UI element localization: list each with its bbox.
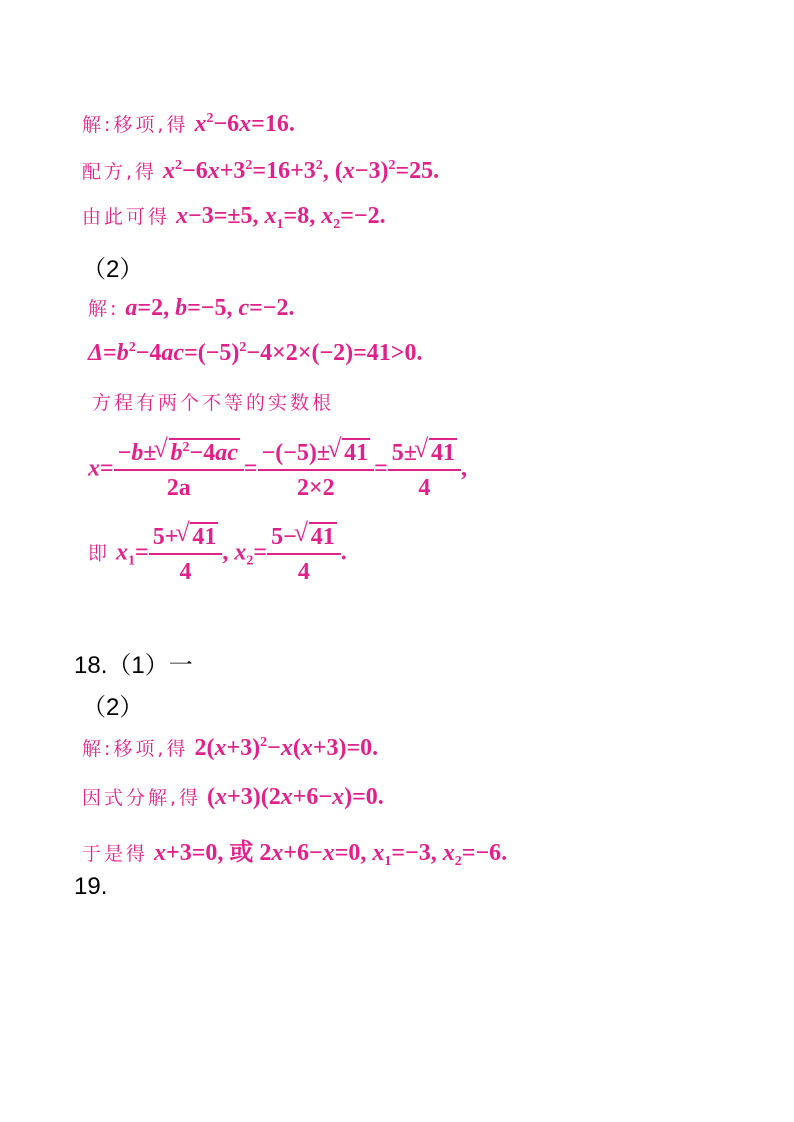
p1-line2	[82, 157, 439, 185]
p3-line3	[82, 832, 507, 867]
p3-line3-eq: x+3=0, 或 2x+6−x=0, $x_1=-3$, $x_2=-6$.	[154, 840, 508, 869]
roots-line: 即 $x_1=$ $\frac{5+√ 41}{4}$ , $x_2=$ $\frac{5-√ 41}{4}$ .	[88, 522, 347, 586]
fraction-2	[258, 438, 375, 502]
part2-label: （2）	[82, 256, 144, 283]
p2-line3	[92, 388, 334, 416]
p1-line3-eq: x−3=±5, $x_1=8$, $x_2=-2$.	[176, 203, 386, 232]
p2-line3-text: 方程有两个不等的实数根	[92, 392, 335, 414]
p2-line2-eq: $\Delta=b^2-4ac=(-5)^2-4\times 2\times(-2)=41>0$.	[88, 340, 423, 366]
p3-line1-eq: $2(x+3)^2-x(x+3)=0$.	[194, 735, 379, 761]
question-18-part2-label: （2）	[82, 694, 144, 721]
p2-line2	[88, 340, 422, 367]
fraction-3	[388, 438, 461, 502]
p1-line3	[82, 202, 386, 230]
fraction-2-numerator: −(−5)±√ 41	[258, 438, 375, 471]
p2-line1	[88, 294, 294, 322]
root-1-denominator: 4	[179, 559, 192, 585]
p3-line2-lead: 因式分解,得	[82, 787, 202, 809]
fraction-1-numerator: −b±√ $b^2-4ac$	[114, 438, 244, 471]
question-18-label: 18.（1）一	[74, 652, 193, 679]
root-2-numerator: 5−√ 41	[267, 522, 341, 555]
root-2-denominator: 4	[297, 559, 310, 585]
fraction-3-numerator: 5±√ 41	[388, 438, 461, 471]
root-1-fraction	[149, 522, 223, 586]
fraction-3-denominator: 4	[418, 475, 431, 501]
p1-line1-eq: $x^2-6x=16$.	[194, 111, 295, 137]
p2-line1-lead: 解:	[88, 298, 120, 320]
p1-line2-lead: 配方,得	[82, 161, 158, 183]
p3-line2-eq: (x+3)(2x+6−x)=0.	[207, 784, 384, 810]
p1-line2-eq: $x^2-6x+3^2=16+3^2$, $(x-3)^2=25$.	[163, 158, 440, 184]
root-1-numerator: 5+√ 41	[149, 522, 223, 555]
p3-line3-lead: 于是得	[82, 843, 149, 865]
fraction-2-denominator: 2×2	[296, 475, 335, 501]
p2-line1-eq: a=2, b=−5, c=−2.	[125, 295, 295, 321]
p3-line1-lead: 解:移项,得	[82, 738, 189, 760]
p3-line2	[82, 783, 384, 811]
question-19-label: 19.	[74, 873, 108, 900]
roots-lead: 即	[88, 542, 111, 565]
quadratic-formula: x= $\frac{-b\pm√ b^2-4ac}{2a}$ = $\frac{-(-5)\pm√ 41}{2\times 2}$ = $\frac{5\pm√ 41}{4}$ ,	[88, 438, 467, 502]
p1-line1	[82, 110, 295, 138]
fraction-1	[114, 438, 244, 502]
p3-line1	[82, 734, 378, 762]
root-2-fraction	[267, 522, 341, 586]
p1-line3-lead: 由此可得	[82, 206, 171, 228]
fraction-1-denominator: 2a	[166, 475, 191, 501]
p1-line1-lead: 解:移项,得	[82, 114, 189, 136]
